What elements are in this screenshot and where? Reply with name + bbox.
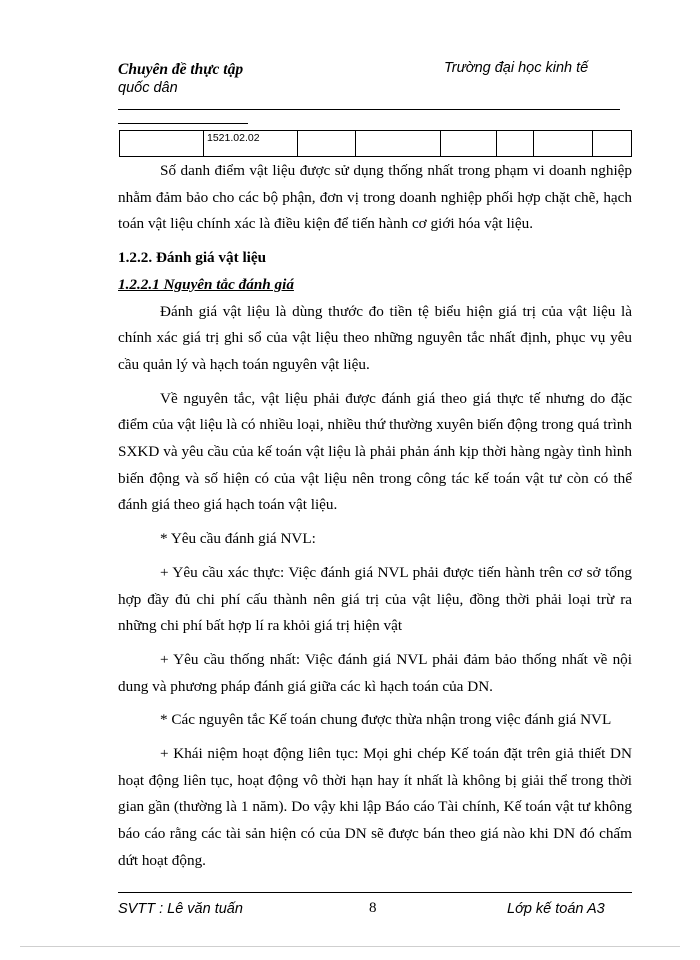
table-cell	[534, 131, 593, 157]
header-university-line2: quốc dân	[118, 80, 178, 96]
paragraph: * Các nguyên tắc Kế toán chung được thừa nhận trong việc đánh giá NVL	[160, 711, 612, 729]
table-cell	[356, 131, 441, 157]
header-left	[118, 60, 243, 98]
table-cell	[497, 131, 534, 157]
section-heading: 1.2.2. Đánh giá vật liệu	[118, 249, 267, 267]
header-rule	[118, 109, 620, 110]
paragraph: Về nguyên tắc, vật liệu phải được đánh giá theo giá thực tế nhưng do đặc điểm của vật liệu là có nhiều loại, nhiều thứ thường xuyên biến động trong quá trình SXKD và yêu cầu của kế toán vật liệu là phải phản ánh kịp thời hàng ngày tình hình biến động và số hiện có của vật liệu nên trong công tác kế toán vật tư còn có thể đánh giá theo giá hạch toán vật liệu.	[118, 389, 632, 514]
paragraph: + Yêu cầu thống nhất: Việc đánh giá NVL phải đảm bảo thống nhất về nội dung và phương pháp đánh giá giữa các kì hạch toán của DN.	[118, 650, 632, 695]
paragraph: + Yêu cầu xác thực: Việc đánh giá NVL phải được tiến hành trên cơ sở tổng hợp đầy đủ chi phí cấu thành nên giá trị của vật liệu, đồng thời phải loại trừ ra những chi phí bất hợp lí ra khỏi giá trị hiện vật	[118, 563, 632, 635]
table-cell	[298, 131, 356, 157]
header-rule-short	[118, 123, 248, 124]
subsection-heading: 1.2.2.1 Nguyên tắc đánh giá	[118, 275, 294, 293]
footer-class: Lớp kế toán A3	[507, 901, 605, 917]
paragraph: Đánh giá vật liệu là dùng thước đo tiền tệ biểu hiện giá trị của vật liệu là chính xác giá trị ghi sổ của vật liệu theo những nguyên tắc nhất định, phục vụ yêu cầu quản lý và hạch toán nguyên vật liệu.	[118, 302, 632, 373]
table-row	[120, 131, 632, 157]
table-fragment	[119, 130, 632, 157]
paragraph: Số danh điểm vật liệu được sử dụng thống nhất trong phạm vi doanh nghiệp nhằm đảm bảo cho các bộ phận, đơn vị trong doanh nghiệp phối hợp chặt chẽ, hạch toán vật liệu chính xác là điều kiện để tiến hành cơ giới hóa vật liệu.	[118, 162, 632, 233]
body-text	[118, 158, 632, 875]
footer-student: SVTT : Lê văn tuấn	[118, 901, 243, 917]
paragraph: + Khái niệm hoạt động liên tục: Mọi ghi chép Kế toán đặt trên giả thiết DN hoạt động liên tục, hoạt động vô thời hạn hay ít nhất là không bị giải thể trong thời gian gần (thường là 1 năm). Do vậy khi lập Báo cáo Tài chính, Kế toán vật tư không báo cáo rằng các tài sản hiện có của DN sẽ được bán theo giá nào khi DN đó chấm dứt hoạt động.	[118, 745, 632, 869]
table-cell	[120, 131, 204, 157]
footer-rule	[118, 892, 632, 893]
paragraph: * Yêu cầu đánh giá NVL:	[160, 530, 316, 548]
table-cell	[593, 131, 632, 157]
header-report-title: Chuyên đề thực tập	[118, 61, 244, 78]
header-university: Trường đại học kinh tế	[444, 60, 589, 76]
page-number: 8	[369, 900, 377, 916]
table-cell	[441, 131, 497, 157]
page-edge-line	[20, 946, 680, 947]
table-cell: 1521.02.02	[204, 131, 298, 157]
